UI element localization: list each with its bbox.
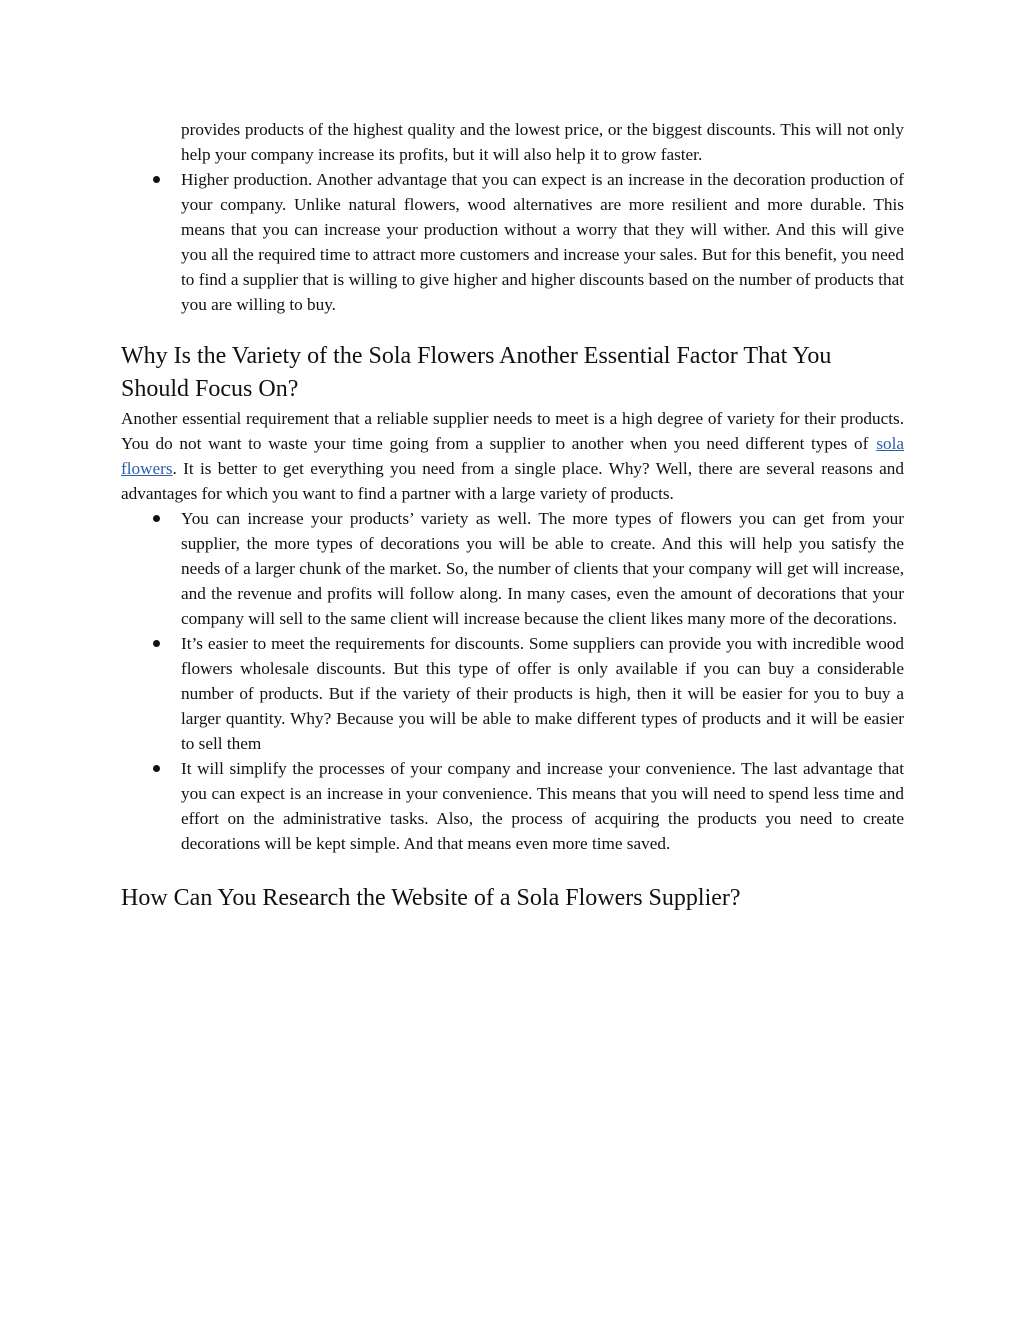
document-page: [121, 117, 904, 915]
section-heading-research: How Can You Research the Website of a Sola Flowers Supplier?: [121, 885, 741, 911]
list-item-continuation: [121, 117, 904, 167]
bullet-icon: [153, 515, 160, 522]
list-item: [121, 506, 904, 631]
bullet-icon: [153, 176, 160, 183]
bullet-list-variety: [121, 506, 904, 856]
bullet-list-top: [121, 117, 904, 317]
list-item-text: You can increase your products’ variety as well. The more types of flowers you can get from your supplier, the more types of decorations you will be able to create. And this will help you satisfy the needs of a larger chunk of the market. So, the number of clients that your company will get will increase, and the revenue and profits will follow along. In many cases, even the amount of decorations that your company will sell to the same client will increase because the client likes many more of the decorations.: [181, 509, 904, 628]
paragraph-variety: [121, 406, 904, 506]
list-item-text: It will simplify the processes of your company and increase your convenience. The last advantage that you can expect is an increase in your convenience. This means that you will need to spend less time and effort on the administrative tasks. Also, the process of acquiring the products you need to create decorations will be kept simple. And that means even more time saved.: [181, 759, 904, 853]
list-item: [121, 756, 904, 856]
bullet-icon: [153, 765, 160, 772]
paragraph-text: . It is better to get everything you need from a single place. Why? Well, there are several reasons and advantages for which you want to find a partner with a large variety of products.: [121, 459, 904, 503]
bullet-icon: [153, 640, 160, 647]
list-item: [121, 631, 904, 756]
section-heading-variety: Why Is the Variety of the Sola Flowers Another Essential Factor That You Should Focus On?: [121, 343, 832, 402]
paragraph-text: Another essential requirement that a reliable supplier needs to meet is a high degree of variety for their products. You do not want to waste your time going from a supplier to another when you need different types of: [121, 409, 904, 453]
list-item: [121, 167, 904, 317]
sola-flowers-link[interactable]: sola flowers: [121, 434, 904, 478]
list-item-text: provides products of the highest quality and the lowest price, or the biggest discounts. This will not only help your company increase its profits, but it will also help it to grow faster.: [181, 120, 904, 164]
list-item-text: It’s easier to meet the requirements for discounts. Some suppliers can provide you with incredible wood flowers wholesale discounts. But this type of offer is only available if you can buy a considerable number of products. But if the variety of their products is high, then it will be easier for you to buy a larger quantity. Why? Because you will be able to make different types of products and it will be easier to sell them: [181, 634, 904, 753]
list-item-text: Higher production. Another advantage that you can expect is an increase in the decoration production of your company. Unlike natural flowers, wood alternatives are more resilient and more durable. This means that you can increase your production without a worry that they will wither. And this will give you all the required time to attract more customers and increase your sales. But for this benefit, you need to find a supplier that is willing to give higher and higher discounts based on the number of products that you are willing to buy.: [181, 170, 904, 314]
